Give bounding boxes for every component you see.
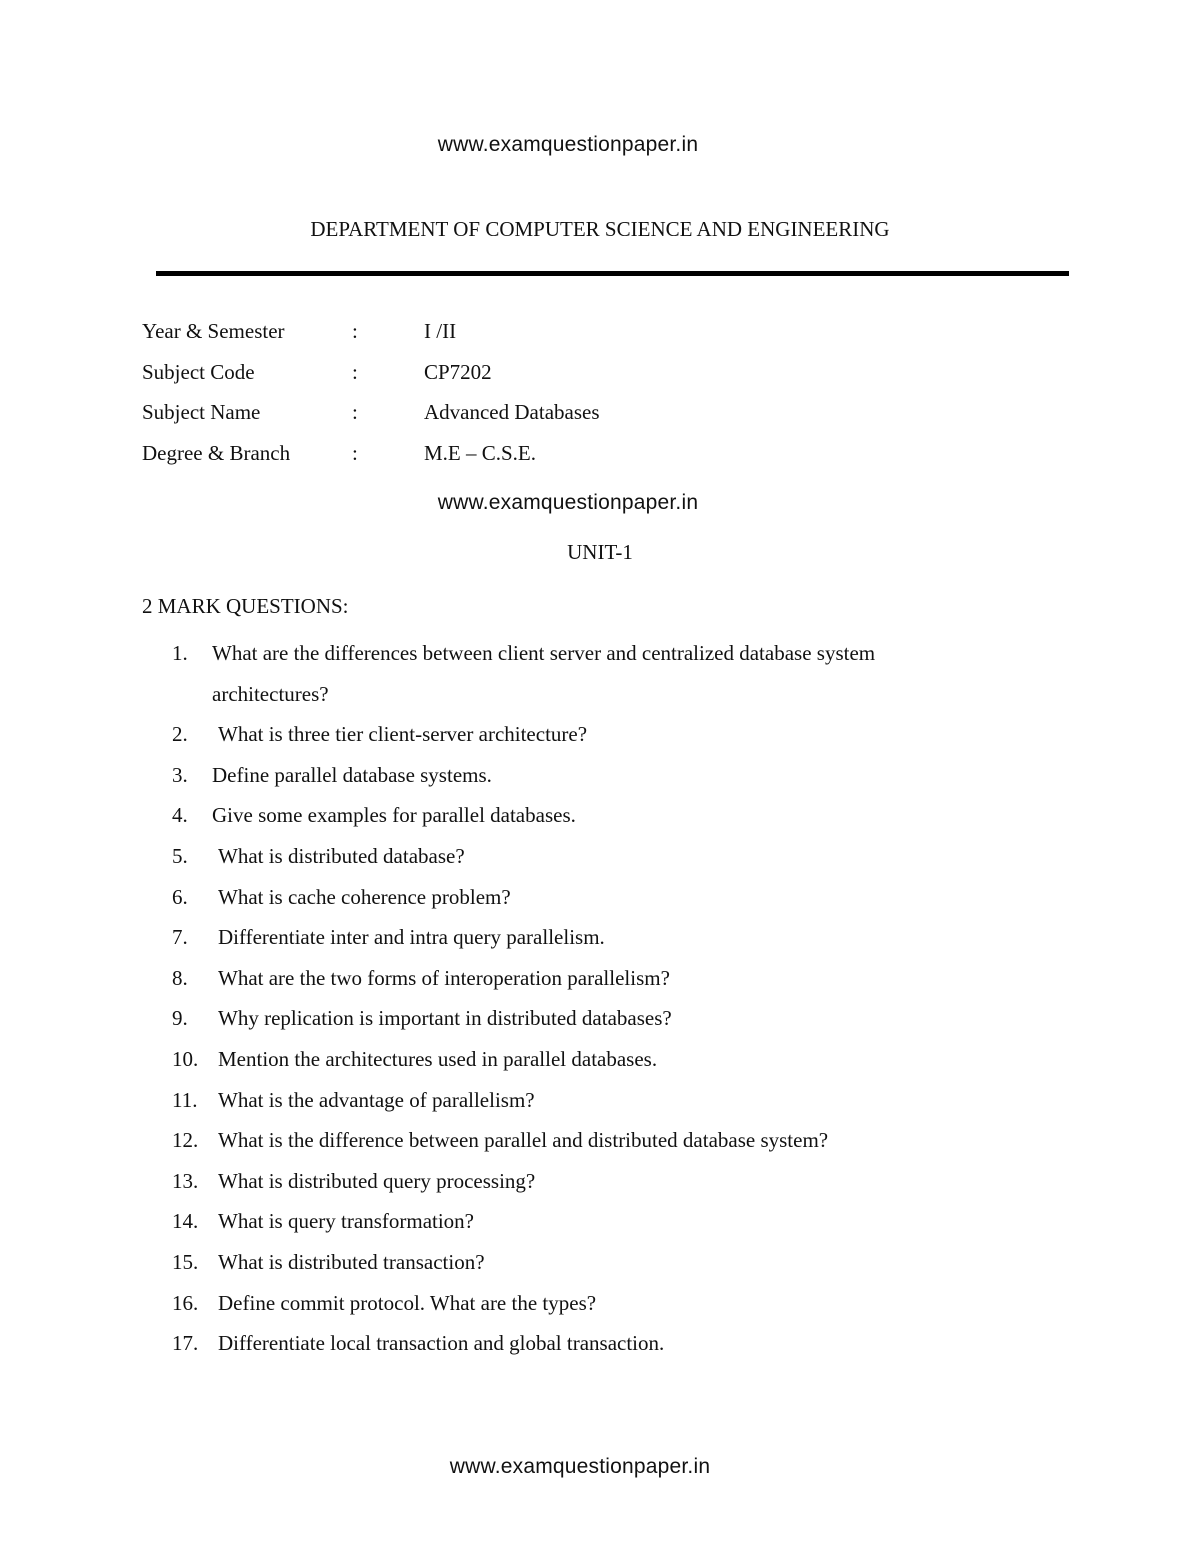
question-number: 2. bbox=[172, 722, 188, 747]
question-item bbox=[0, 755, 1200, 796]
question-number: 10. bbox=[172, 1046, 199, 1071]
question-item bbox=[0, 836, 1200, 877]
question-text: What is distributed query processing? bbox=[218, 1168, 536, 1193]
question-text: Define parallel database systems. bbox=[212, 762, 492, 787]
question-item bbox=[0, 633, 1200, 714]
department-title: DEPARTMENT OF COMPUTER SCIENCE AND ENGINEERING bbox=[310, 217, 890, 241]
question-number: 4. bbox=[172, 803, 188, 828]
question-item bbox=[0, 1242, 1200, 1283]
question-item bbox=[0, 1323, 1200, 1364]
question-number: 11. bbox=[172, 1087, 198, 1112]
question-text: What are the two forms of interoperation parallelism? bbox=[218, 965, 670, 990]
info-label: Year & Semester bbox=[142, 319, 285, 343]
question-number: 1. bbox=[172, 641, 188, 665]
question-item bbox=[0, 1120, 1200, 1161]
question-item bbox=[0, 917, 1200, 958]
question-text: What is distributed database? bbox=[218, 843, 465, 868]
question-number: 9. bbox=[172, 1006, 188, 1031]
question-number: 17. bbox=[172, 1331, 199, 1356]
question-number: 16. bbox=[172, 1290, 199, 1315]
question-number: 8. bbox=[172, 965, 188, 990]
question-text: What are the differences between client server and centralized database system architectures? bbox=[212, 641, 876, 706]
question-item bbox=[0, 795, 1200, 836]
header-website-url: www.examquestionpaper.in bbox=[437, 133, 699, 156]
question-text: What is the advantage of parallelism? bbox=[218, 1087, 535, 1112]
header-divider bbox=[156, 271, 1069, 276]
info-value: CP7202 bbox=[424, 360, 492, 384]
question-number: 3. bbox=[172, 762, 188, 787]
question-text: What is three tier client-server architecture? bbox=[218, 722, 588, 747]
question-text: Differentiate inter and intra query parallelism. bbox=[218, 925, 605, 950]
info-label: Subject Code bbox=[142, 360, 255, 384]
info-colon: : bbox=[352, 400, 358, 424]
question-number: 14. bbox=[172, 1209, 199, 1234]
info-value: M.E – C.S.E. bbox=[424, 441, 537, 465]
footer-website-url: www.examquestionpaper.in bbox=[449, 1455, 711, 1478]
question-text: Give some examples for parallel databases. bbox=[212, 803, 576, 828]
section-title: 2 MARK QUESTIONS: bbox=[142, 594, 349, 618]
info-label: Subject Name bbox=[142, 400, 261, 424]
question-number: 13. bbox=[172, 1168, 199, 1193]
question-text: Mention the architectures used in parallel databases. bbox=[218, 1046, 658, 1071]
question-number: 7. bbox=[172, 925, 188, 950]
question-text: Why replication is important in distributed databases? bbox=[218, 1006, 672, 1031]
question-number: 6. bbox=[172, 884, 188, 909]
info-value: I /II bbox=[424, 319, 457, 343]
info-colon: : bbox=[352, 441, 358, 465]
info-colon: : bbox=[352, 360, 358, 384]
info-colon: : bbox=[352, 319, 358, 343]
question-text: What is the difference between parallel and distributed database system? bbox=[218, 1128, 829, 1153]
question-item bbox=[0, 1283, 1200, 1324]
question-text: What is distributed transaction? bbox=[218, 1249, 485, 1274]
question-number: 15. bbox=[172, 1249, 199, 1274]
question-item bbox=[0, 1039, 1200, 1080]
question-list bbox=[0, 633, 1200, 1364]
question-text: What is query transformation? bbox=[218, 1209, 474, 1234]
mid-website-url: www.examquestionpaper.in bbox=[437, 491, 699, 514]
question-number: 5. bbox=[172, 843, 188, 868]
question-item bbox=[0, 877, 1200, 918]
question-item bbox=[0, 958, 1200, 999]
question-item bbox=[0, 998, 1200, 1039]
info-label: Degree & Branch bbox=[142, 441, 291, 465]
question-text: What is cache coherence problem? bbox=[218, 884, 511, 909]
question-item bbox=[0, 1080, 1200, 1121]
question-number: 12. bbox=[172, 1128, 199, 1153]
question-text: Define commit protocol. What are the types? bbox=[218, 1290, 597, 1315]
unit-heading: UNIT-1 bbox=[567, 540, 633, 564]
question-item bbox=[0, 714, 1200, 755]
info-value: Advanced Databases bbox=[424, 400, 600, 424]
question-item bbox=[0, 1161, 1200, 1202]
question-item bbox=[0, 1201, 1200, 1242]
question-text: Differentiate local transaction and global transaction. bbox=[218, 1331, 665, 1356]
